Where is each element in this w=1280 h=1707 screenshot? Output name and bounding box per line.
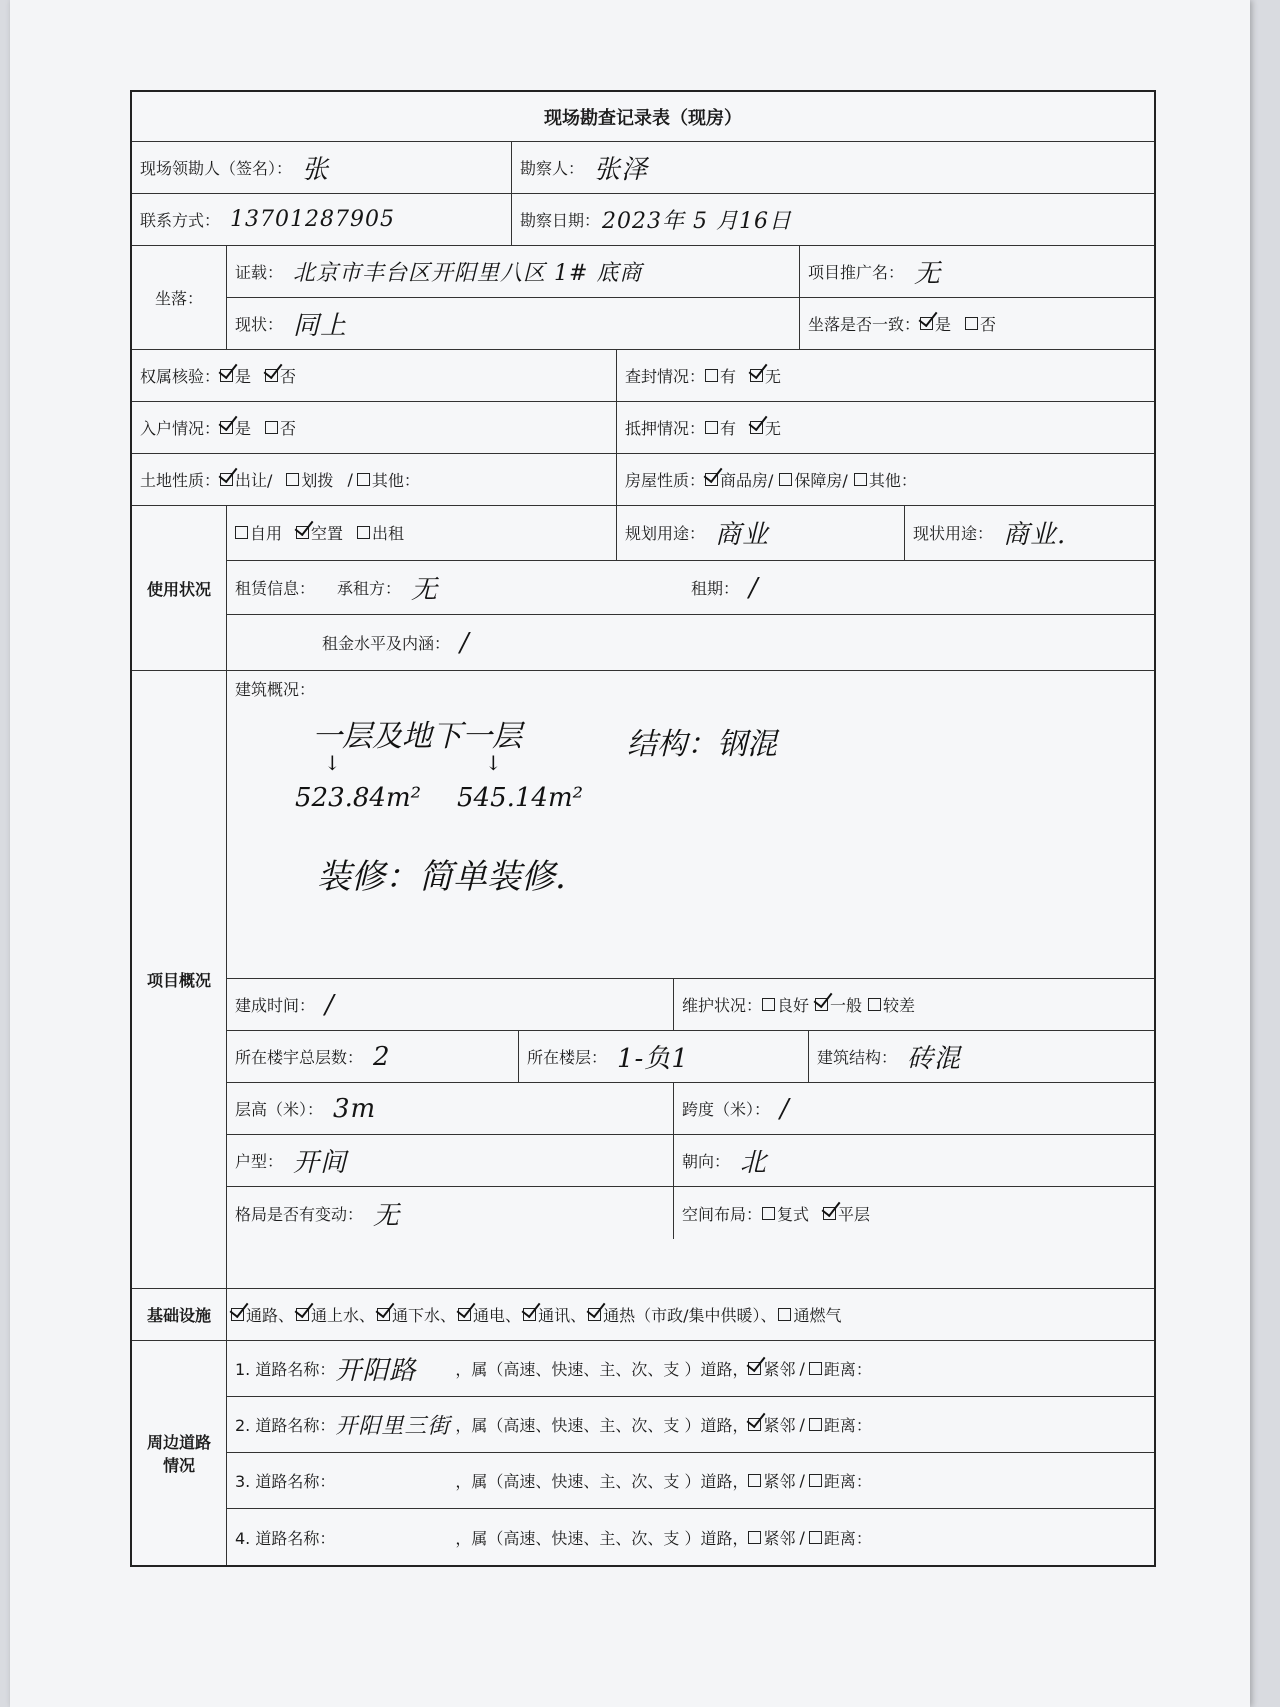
- height-value: 3m: [333, 1093, 377, 1124]
- road-2-belong: ，属（高速、快速、主、次、支 ）道路，: [455, 1416, 749, 1435]
- infra-telecom-checkbox[interactable]: 通讯、: [523, 1303, 586, 1326]
- decoration-note: 装修：简单装修.: [317, 857, 566, 897]
- house-other-checkbox[interactable]: 其他：: [854, 468, 917, 491]
- road-1-prefix: 1. 道路名称：: [235, 1360, 336, 1379]
- floors-label: 所在楼宇总层数：: [235, 1048, 364, 1067]
- lead-label: 现场领勘人（签名）：: [140, 159, 293, 178]
- floor-value: 1-负1: [617, 1044, 689, 1074]
- lead-signature: 张: [302, 155, 330, 185]
- seal-none-checkbox[interactable]: 无: [750, 364, 781, 387]
- overview-structure: 结构：钢混: [627, 727, 777, 762]
- date-label: 勘察日期：: [520, 211, 601, 230]
- form-title: 现场勘查记录表（现房）: [544, 107, 742, 129]
- road-1-sep: /: [799, 1359, 805, 1378]
- date-value: 2023年 5 月16日: [602, 209, 792, 234]
- usage-vacant-checkbox[interactable]: 空置: [296, 521, 343, 544]
- cert-label: 证载：: [235, 262, 284, 282]
- change-value: 无: [373, 1200, 401, 1231]
- term-value: /: [749, 572, 759, 603]
- mortgage-none-checkbox[interactable]: 无: [750, 416, 781, 439]
- consistent-label: 坐落是否一致：: [808, 314, 921, 334]
- ownership-yes-checkbox[interactable]: 是: [220, 364, 251, 387]
- infra-water-checkbox[interactable]: 通上水、: [296, 1303, 375, 1326]
- project-label: 项目概况: [132, 671, 227, 1288]
- inspector-value: 张泽: [594, 155, 649, 185]
- overview-floors: 一层及地下一层: [312, 719, 522, 754]
- land-label: 土地性质：: [140, 471, 221, 490]
- maint-normal-checkbox[interactable]: 一般: [815, 993, 862, 1016]
- maint-poor-checkbox[interactable]: 较差: [868, 993, 915, 1016]
- span-label: 跨度（米）：: [682, 1100, 771, 1119]
- orient-label: 朝向：: [682, 1152, 731, 1171]
- land-sep: /: [347, 470, 353, 489]
- promo-label: 项目推广名：: [808, 262, 905, 282]
- floors-value: 2: [373, 1041, 391, 1072]
- road-1-name: 开阳路: [335, 1356, 417, 1386]
- road-3-sep: /: [799, 1471, 805, 1490]
- road-3-distance-checkbox[interactable]: 距离：: [809, 1469, 872, 1492]
- road-4-belong: ，属（高速、快速、主、次、支 ）道路，: [455, 1528, 749, 1548]
- land-transfer-checkbox[interactable]: 出让/: [220, 468, 272, 491]
- house-label: 房屋性质：: [625, 471, 706, 490]
- infra-drain-checkbox[interactable]: 通下水、: [377, 1303, 456, 1326]
- road-3-prefix: 3. 道路名称：: [235, 1472, 336, 1491]
- consistent-no-checkbox[interactable]: 否: [965, 312, 996, 335]
- maint-good-checkbox[interactable]: 良好: [762, 993, 809, 1016]
- area-underground: 523.84m²: [295, 783, 422, 813]
- mortgage-have-checkbox[interactable]: 有: [705, 416, 736, 439]
- arrow-down-icon: ↓: [324, 751, 341, 775]
- tenant-value: 无: [411, 575, 439, 605]
- infra-power-checkbox[interactable]: 通电、: [458, 1303, 521, 1326]
- usage-rent-checkbox[interactable]: 出租: [357, 521, 404, 544]
- land-other-checkbox[interactable]: 其他：: [357, 468, 420, 491]
- term-label: 租期：: [691, 579, 740, 598]
- road-2-name: 开阳里三街: [335, 1414, 451, 1439]
- space-label: 空间布局：: [682, 1204, 763, 1224]
- road-3-belong: ，属（高速、快速、主、次、支 ）道路，: [455, 1472, 749, 1491]
- road-1-belong: ，属（高速、快速、主、次、支 ）道路，: [455, 1360, 749, 1379]
- infra-road-checkbox[interactable]: 通路、: [231, 1303, 294, 1326]
- height-label: 层高（米）：: [235, 1100, 324, 1119]
- road-2-distance-checkbox[interactable]: 距离：: [809, 1413, 872, 1436]
- rent-value: /: [460, 627, 470, 658]
- occupancy-no-checkbox[interactable]: 否: [265, 416, 296, 439]
- road-1-adjacent-checkbox[interactable]: 紧邻: [748, 1357, 795, 1380]
- road-3-adjacent-checkbox[interactable]: 紧邻: [748, 1469, 795, 1492]
- mortgage-label: 抵押情况：: [625, 419, 706, 438]
- contact-value: 13701287905: [230, 207, 395, 232]
- house-affordable-checkbox[interactable]: 保障房/: [779, 468, 847, 491]
- road-4-prefix: 4. 道路名称：: [235, 1528, 336, 1548]
- ownership-label: 权属核验：: [140, 367, 221, 386]
- infra-gas-checkbox[interactable]: 通燃气: [778, 1303, 841, 1326]
- location-label: 坐落：: [132, 246, 227, 349]
- usage-self-checkbox[interactable]: 自用: [235, 521, 282, 544]
- overview-label: 建筑概况：: [235, 680, 316, 699]
- plan-label: 规划用途：: [625, 524, 706, 544]
- status-label: 现状：: [235, 314, 284, 334]
- seal-label: 查封情况：: [625, 367, 706, 386]
- maint-label: 维护状况：: [682, 996, 763, 1015]
- occupancy-yes-checkbox[interactable]: 是: [220, 416, 251, 439]
- land-allocate-checkbox[interactable]: 划拨: [286, 468, 333, 491]
- type-label: 户型：: [235, 1152, 284, 1171]
- change-label: 格局是否有变动：: [235, 1204, 364, 1224]
- road-4-sep: /: [799, 1527, 805, 1547]
- inspector-label: 勘察人：: [520, 159, 585, 178]
- rent-label: 租金水平及内涵：: [322, 634, 451, 654]
- arrow-down-icon-2: ↓: [485, 751, 502, 775]
- space-flat-checkbox[interactable]: 平层: [823, 1202, 870, 1225]
- struct-label: 建筑结构：: [817, 1048, 898, 1067]
- status-value: 同上: [293, 310, 348, 341]
- seal-have-checkbox[interactable]: 有: [705, 364, 736, 387]
- orient-value: 北: [740, 1148, 768, 1178]
- road-2-prefix: 2. 道路名称：: [235, 1416, 336, 1435]
- inspection-form: [130, 90, 1156, 1567]
- consistent-yes-checkbox[interactable]: 是: [920, 312, 951, 335]
- paper-sheet: [10, 0, 1250, 1707]
- road-2-sep: /: [799, 1415, 805, 1434]
- road-4-adjacent-checkbox[interactable]: 紧邻: [748, 1526, 795, 1549]
- contact-label: 联系方式：: [140, 211, 221, 230]
- plan-value: 商业: [715, 520, 770, 551]
- built-label: 建成时间：: [235, 996, 316, 1015]
- current-use-label: 现状用途：: [913, 524, 994, 544]
- floor-label: 所在楼层：: [527, 1048, 608, 1067]
- road-1-distance-checkbox[interactable]: 距离：: [809, 1357, 872, 1380]
- usage-label: 使用状况: [132, 506, 227, 670]
- roads-label: 周边道路情况: [132, 1341, 227, 1565]
- occupancy-label: 入户情况：: [140, 419, 221, 438]
- type-value: 开间: [293, 1148, 348, 1178]
- current-use-value: 商业.: [1003, 520, 1067, 551]
- road-4-distance-checkbox[interactable]: 距离：: [809, 1526, 872, 1549]
- tenant-label: 承租方：: [337, 579, 402, 598]
- area-ground: 545.14m²: [457, 783, 584, 813]
- lease-label: 租赁信息：: [235, 579, 316, 598]
- space-duplex-checkbox[interactable]: 复式: [762, 1202, 809, 1225]
- span-value: /: [780, 1093, 790, 1124]
- house-commercial-checkbox[interactable]: 商品房/: [705, 468, 773, 491]
- built-value: /: [325, 989, 335, 1020]
- ownership-no-checkbox[interactable]: 否: [265, 364, 296, 387]
- struct-value: 砖混: [907, 1044, 962, 1074]
- cert-value: 北京市丰台区开阳里八区 1# 底商: [293, 260, 643, 286]
- infra-label: 基础设施: [132, 1289, 227, 1340]
- promo-value: 无: [914, 258, 942, 289]
- infra-heat-checkbox[interactable]: 通热（市政/集中供暖）、: [588, 1303, 776, 1326]
- road-2-adjacent-checkbox[interactable]: 紧邻: [748, 1413, 795, 1436]
